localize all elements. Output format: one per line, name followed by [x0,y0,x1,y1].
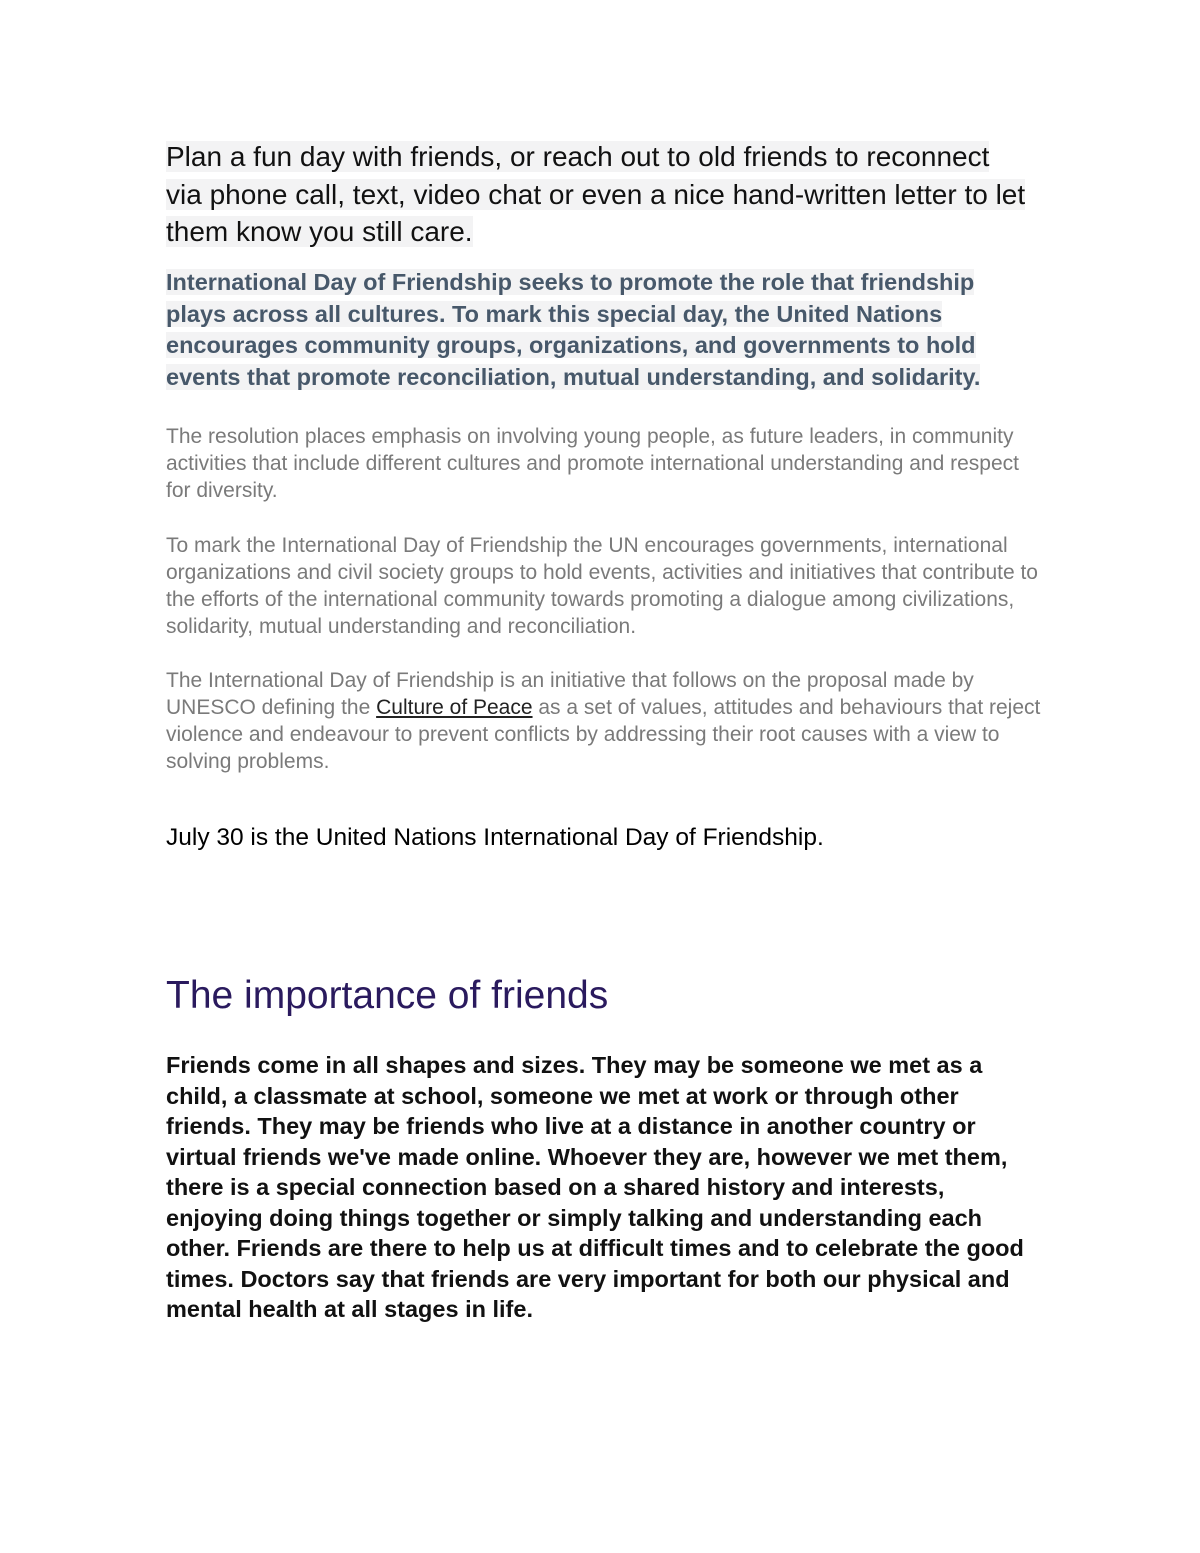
initiative-paragraph [166,667,1046,775]
intro-text: Plan a fun day with friends, or reach out to old friends to reconnect via phone call, text, video chat or even a nice hand-written letter to let them know you still care. [166,141,1026,247]
july-paragraph: July 30 is the United Nations International Day of Friendship. [166,824,824,851]
initiative-text-after: as a set of values, attitudes and behaviours that reject violence and endeavour to prevent conflicts by addressing their root causes with a view to solving problems. [166,696,1041,773]
lead-text: International Day of Friendship seeks to promote the role that friendship plays across all cultures. To mark this special day, the United Nations encourages community groups, organizations, and governments to hold events that promote reconciliation, mutual understanding, and solidarity. [166,269,981,390]
culture-of-peace-link[interactable]: Culture of Peace [376,696,533,719]
lead-paragraph [166,267,1026,393]
intro-paragraph [166,138,1026,251]
importance-paragraph: Friends come in all shapes and sizes. They may be someone we met as a child, a classmate at school, someone we met at work or through other friends. They may be friends who live at a distance in another country or virtual friends we've made online. Whoever they are, however we met them, there is a special connection based on a shared history and interests, enjoying doing things together or simply talking and understanding each other. Friends are there to help us at difficult times and to celebrate the good times. Doctors say that friends are very important for both our physical and mental health at all stages in life. [166,1052,1024,1322]
mark-paragraph: To mark the International Day of Friendship the UN encourages governments, international organizations and civil society groups to hold events, activities and initiatives that contribute to the efforts of the international community towards promoting a dialogue among civilizations, solidarity, mutual understanding and reconciliation. [166,534,1038,638]
importance-heading: The importance of friends [166,974,609,1017]
initiative-text-before: The International Day of Friendship is an initiative that follows on the proposal made by UNESCO defining the [166,669,974,719]
resolution-paragraph: The resolution places emphasis on involving young people, as future leaders, in community activities that include different cultures and promote international understanding and respect for diversity. [166,425,1019,502]
